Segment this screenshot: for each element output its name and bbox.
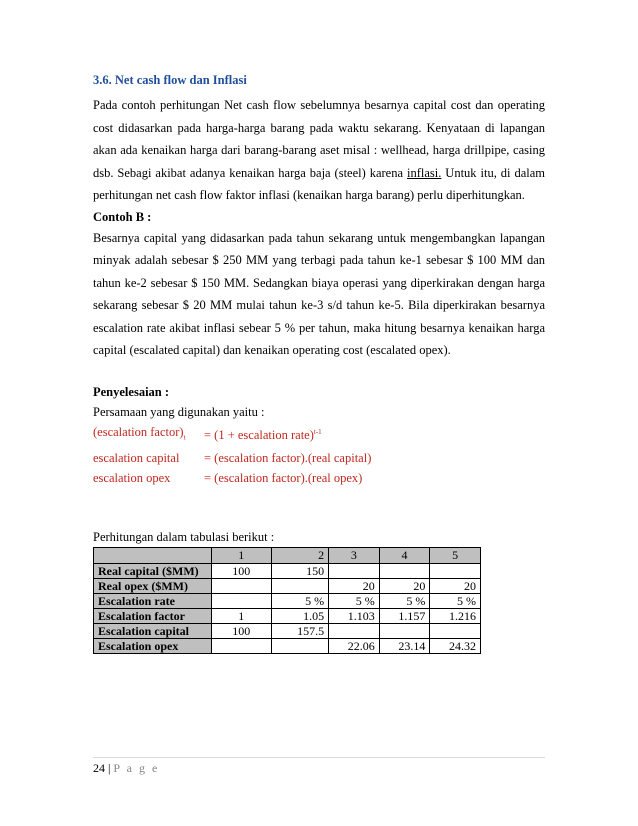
table-cell: 1.103: [329, 608, 380, 623]
document-page: [93, 72, 545, 654]
eq1-rhs-sup: t-1: [313, 427, 322, 436]
equation-escalation-opex: [93, 468, 545, 489]
eq3-rhs: = (escalation factor).(real opex): [204, 471, 363, 485]
table-cell: 5 %: [329, 593, 380, 608]
table-cell: [211, 593, 271, 608]
table-cell: [329, 563, 380, 578]
table-row-label: Escalation factor: [94, 608, 212, 623]
table-cell: 23.14: [379, 638, 430, 653]
example-text: Besarnya capital yang didasarkan pada tahun sekarang untuk mengembangkan lapangan minyak adalah sebesar $ 250 MM yang terbagi pada tahun ke-1 sebesar $ 100 MM dan tahun ke-2 sebesar $ 150 MM. Sedangkan biaya operasi yang diperkirakan dengan harga sekarang sebesar $ 20 MM mulai tahun ke-3 s/d tahun ke-5. Bila diperkirakan besarnya escalation rate akibat inflasi sebear 5 % per tahun, maka hitung besarnya kenaikan harga capital (escalated capital) dan kenaikan operating cost (escalated opex).: [93, 230, 545, 357]
table-cell: 22.06: [329, 638, 380, 653]
table-cell: 100: [211, 623, 271, 638]
table-row-label: Real capital ($MM): [94, 563, 212, 578]
table-cell: [379, 623, 430, 638]
table-intro: Perhitungan dalam tabulasi berikut :: [93, 529, 275, 544]
table-cell: 20: [379, 578, 430, 593]
table-header-cell: [94, 547, 212, 563]
table-cell: 24.32: [430, 638, 481, 653]
table-cell: 20: [430, 578, 481, 593]
table-cell: [430, 623, 481, 638]
equation-escalation-capital: [93, 448, 545, 469]
escalation-table: [93, 547, 481, 654]
table-cell: [271, 578, 329, 593]
page-footer: [93, 757, 545, 776]
table-row: [94, 578, 481, 593]
section-title: 3.6. Net cash flow dan Inflasi: [93, 73, 247, 87]
table-header-cell: 4: [379, 547, 430, 563]
eq2-lhs: escalation capital: [93, 450, 180, 465]
page-number: 24: [93, 761, 105, 775]
table-cell: [271, 638, 329, 653]
table-cell: [379, 563, 430, 578]
table-cell: [430, 563, 481, 578]
table-row: [94, 608, 481, 623]
footer-separator: |: [105, 761, 114, 775]
table-header-cell: 3: [329, 547, 380, 563]
table-row-label: Escalation capital: [94, 623, 212, 638]
table-cell: 5 %: [379, 593, 430, 608]
eq3-lhs: escalation opex: [93, 471, 171, 485]
table-header-row: [94, 547, 481, 563]
table-row-label: Escalation rate: [94, 593, 212, 608]
table-row: [94, 623, 481, 638]
table-header-cell: 1: [211, 547, 271, 563]
table-row: [94, 563, 481, 578]
table-cell: [211, 638, 271, 653]
table-cell: [211, 578, 271, 593]
table-row: [94, 638, 481, 653]
eq2-rhs: = (escalation factor).(real capital): [204, 450, 372, 465]
table-cell: 1.216: [430, 608, 481, 623]
page-label: P a g e: [113, 761, 160, 775]
paragraph-inflation-part1: Pada contoh perhitungan Net cash flow sebelumnya besarnya capital cost dan operating cost didasarkan pada harga-harga barang pada waktu sekarang. Kenyataan di lapangan akan ada kenaikan harga dari barang-barang aset misal : wellhead, harga drillpipe, casing dsb. Sebagi akibat adanya kenaikan harga baja (steel) karena: [93, 98, 545, 180]
table-cell: 1.05: [271, 608, 329, 623]
paragraph-inflation: [93, 94, 545, 207]
solution-heading: Penyelesaian :: [93, 384, 170, 399]
table-cell: [329, 623, 380, 638]
solution-intro: Persamaan yang digunakan yaitu :: [93, 404, 265, 419]
table-cell: 100: [211, 563, 271, 578]
table-cell: 150: [271, 563, 329, 578]
eq1-lhs: (escalation factor): [93, 424, 184, 439]
table-row-label: Real opex ($MM): [94, 578, 212, 593]
equation-escalation-factor: [93, 422, 545, 448]
eq1-rhs: = (1 + escalation rate): [204, 427, 314, 442]
paragraph-inflation-part2: Untuk itu, di dalam perhitungan net cash flow faktor inflasi (kenaikan harga barang) perlu diperhitungkan.: [93, 165, 545, 202]
table-cell: 157.5: [271, 623, 329, 638]
eq1-lhs-sub: t: [183, 433, 186, 441]
table-header-cell: 2: [271, 547, 329, 563]
table-row-label: Escalation opex: [94, 638, 212, 653]
example-heading: Contoh B :: [93, 209, 152, 224]
table-cell: 20: [329, 578, 380, 593]
table-cell: 5 %: [430, 593, 481, 608]
table-header-cell: 5: [430, 547, 481, 563]
table-cell: 1.157: [379, 608, 430, 623]
underlined-inflasi: inflasi.: [406, 165, 442, 180]
table-row: [94, 593, 481, 608]
table-cell: 1: [211, 608, 271, 623]
table-cell: 5 %: [271, 593, 329, 608]
